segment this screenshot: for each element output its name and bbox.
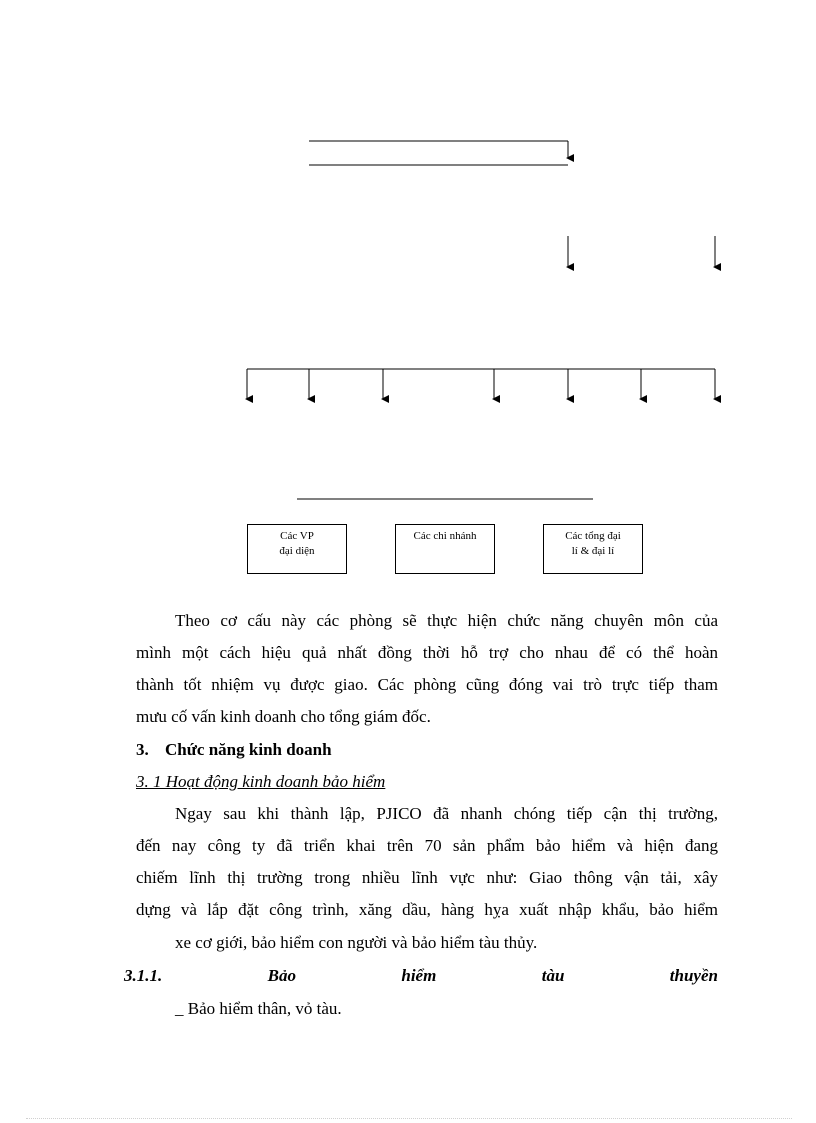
section-heading	[136, 739, 332, 761]
box-representative-offices: Các VP đại diện	[247, 524, 347, 574]
paragraph-2-line-1: Ngay sau khi thành lập, PJICO đã nhanh chóng tiếp cận thị trường,	[175, 804, 718, 823]
heading-3-1-1-word-1: Bảo	[267, 966, 296, 985]
paragraph-2-tail: xe cơ giới, bảo hiểm con người và bảo hiểm tàu thủy.	[175, 933, 538, 952]
box-agencies: Các tổng đại lí & đại lí	[543, 524, 643, 574]
paragraph-2-line-3: chiếm lĩnh thị trường trong nhiều lĩnh vực như: Giao thông vận tải, xây	[136, 868, 718, 887]
heading-3-1-1-word-3: tàu	[541, 966, 565, 985]
page-bottom-divider	[26, 1118, 792, 1119]
box-branches: Các chi nhánh	[395, 524, 495, 574]
paragraph-2-line-4: dựng và lắp đặt công trình, xăng dầu, hàng hỵa xuất nhập khẩu, bảo hiểm	[136, 900, 718, 919]
heading-3-1-1-word-4: thuyền	[669, 966, 718, 985]
heading-3-1-1-number: 3.1.1.	[124, 966, 163, 985]
paragraph-1-line-2: mình một cách hiệu quả nhất đồng thời hỗ trợ cho nhau để có thể hoàn	[136, 643, 718, 662]
paragraph-1-line-1: Theo cơ cấu này các phòng sẽ thực hiện chức năng chuyên môn của	[175, 611, 718, 630]
paragraph-1-line-3: thành tốt nhiệm vụ được giao. Các phòng cũng đóng vai trò trực tiếp tham	[136, 675, 718, 694]
section-title: Chức năng kinh doanh	[165, 740, 332, 759]
heading-3-1-1	[124, 964, 718, 988]
heading-3-1-1-word-2: hiểm	[401, 966, 437, 985]
paragraph-2-line-2: đến nay công ty đã triển khai trên 70 sản phẩm bảo hiểm và hiện đang	[136, 836, 718, 855]
bullet-hull-insurance: _ Bảo hiểm thân, vỏ tàu.	[175, 999, 342, 1018]
subsection-heading: 3. 1 Hoạt động kinh doanh bảo hiểm	[136, 772, 386, 791]
section-number: 3.	[136, 740, 149, 759]
paragraph-1-line-4: mưu cố vấn kinh doanh cho tổng giám đốc.	[136, 707, 431, 726]
